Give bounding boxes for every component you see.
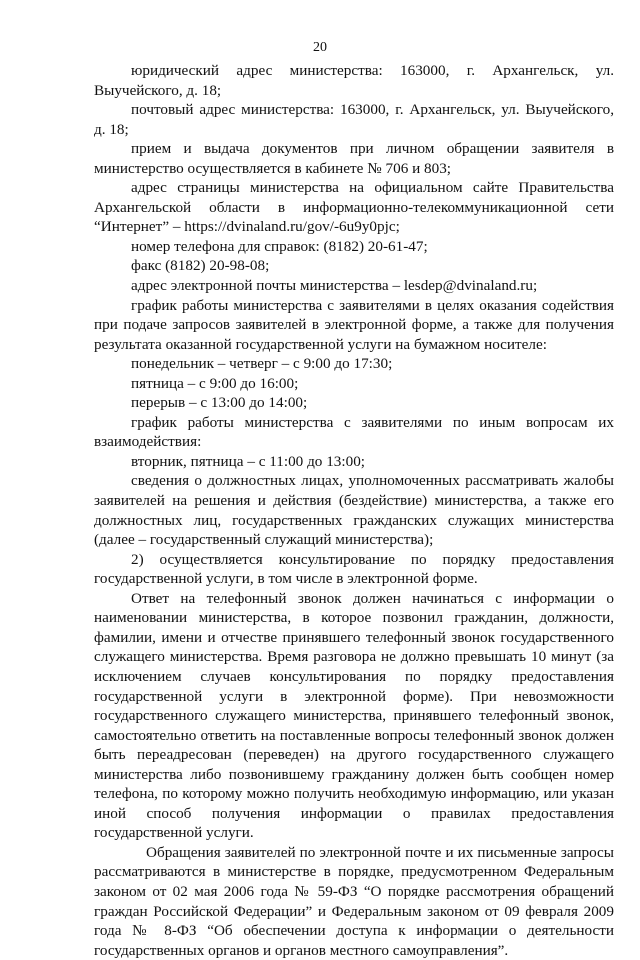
paragraph-phone-answer: Ответ на телефонный звонок должен начинаться с информации о наименовании министерства, в которое позвонил гражданин, должности, фамилии, имени и отчестве принявшего телефонный звонок государственного служащего министерства. Время разговора не должно превышать 10 минут (за исключением случаев консультирования по порядку предоставления государственной услуги в электронной форме). При невозможности государственного служащего министерства, принявшего телефонный звонок, самостоятельно ответить на поставленные вопросы телефонный звонок должен быть переадресован (переведен) на другого государственного служащего министерства либо позвонившему гражданину должен быть сообщен номер телефона, по которому можно получить необходимую информацию, или указан иной способ получения информации о правилах предоставления государственной услуги. bbox=[94, 589, 614, 842]
body-text bbox=[94, 61, 614, 960]
page-number: 20 bbox=[313, 40, 327, 55]
paragraph-phone: номер телефона для справок: (8182) 20-61-47; bbox=[131, 237, 428, 255]
paragraph-officials-info: сведения о должностных лицах, уполномоченных рассматривать жалобы заявителей на решения и действия (бездействие) министерства, а также его должностных лиц, государственных гражданских служащих министерства (далее – государственный служащий министерства); bbox=[94, 472, 614, 549]
paragraph-consulting: 2) осуществляется консультирование по порядку предоставления государственной услуги, в том числе в электронной форме. bbox=[94, 550, 614, 588]
paragraph-legal-address: юридический адрес министерства: 163000, г. Архангельск, ул. Выучейского, д. 18; bbox=[94, 62, 614, 99]
paragraph-schedule-electronic: график работы министерства с заявителями в целях оказания содействия при подаче запросов заявителей в электронной форме, а также для получения результата оказанной государственной услуги на бумажном носителе: bbox=[94, 296, 614, 353]
paragraph-postal-address: почтовый адрес министерства: 163000, г. Архангельск, ул. Выучейского, д. 18; bbox=[94, 101, 614, 138]
paragraph-website-address: адрес страницы министерства на официальном сайте Правительства Архангельской области в информационно-телекоммуникационной сети “Интернет” – https://dvinaland.ru/gov/-6u9y0pjc; bbox=[94, 179, 614, 236]
paragraph-written-requests: Обращения заявителей по электронной почте и их письменные запросы рассматриваются в министерстве в порядке, предусмотренном Федеральным законом от 02 мая 2006 года № 59-ФЗ “О порядке рассмотрения обращений граждан Российской Федерации” и Федеральным законом от 09 февраля 2009 года № 8-ФЗ “Об обеспечении доступа к информации о деятельности государственных органов и органов местного самоуправления”. bbox=[94, 843, 614, 959]
paragraph-email: адрес электронной почты министерства – lesdep@dvinaland.ru; bbox=[131, 277, 538, 295]
paragraph-tuesday-friday: вторник, пятница – с 11:00 до 13:00; bbox=[131, 452, 366, 470]
paragraph-monday-thursday: понедельник – четверг – с 9:00 до 17:30; bbox=[131, 355, 393, 373]
paragraph-break: перерыв – с 13:00 до 14:00; bbox=[131, 394, 308, 412]
paragraph-fax: факс (8182) 20-98-08; bbox=[131, 257, 270, 275]
paragraph-schedule-other: график работы министерства с заявителями по иным вопросам их взаимодействия: bbox=[94, 413, 614, 451]
paragraph-document-reception: прием и выдача документов при личном обращении заявителя в министерство осуществляется в кабинете № 706 и 803; bbox=[94, 140, 614, 177]
paragraph-friday: пятница – с 9:00 до 16:00; bbox=[131, 374, 299, 392]
